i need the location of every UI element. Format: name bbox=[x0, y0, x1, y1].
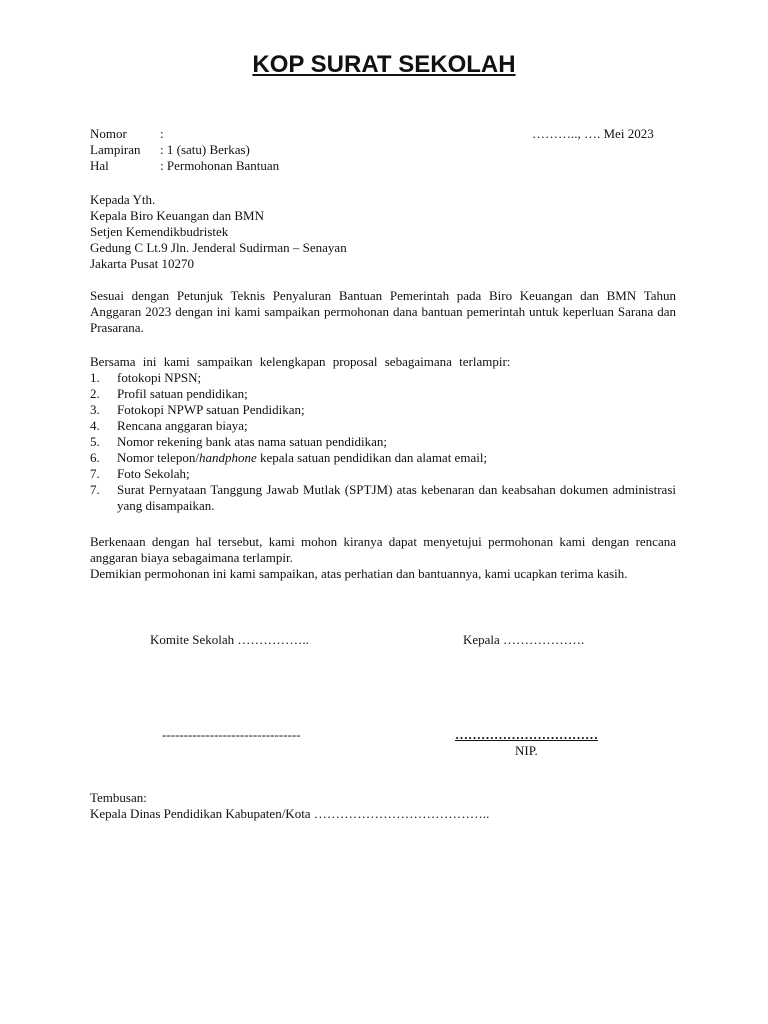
list-item-text: Surat Pernyataan Tanggung Jawab Mutlak (SPTJM) atas kebenaran dan keabsahan dokumen administrasi yang disampaikan. bbox=[117, 482, 676, 513]
address-line: Kepala Biro Keuangan dan BMN bbox=[90, 208, 265, 223]
list-item-text: Profil satuan pendidikan; bbox=[117, 386, 248, 401]
address-line: Gedung C Lt.9 Jln. Jenderal Sudirman – Senayan bbox=[90, 240, 347, 255]
list-item-text-after: kepala satuan pendidikan dan alamat email; bbox=[256, 450, 488, 465]
list-item-number: 1. bbox=[90, 370, 100, 385]
list-item-text: Nomor rekening bank atas nama satuan pendidikan; bbox=[117, 434, 388, 449]
recipient-address bbox=[90, 192, 676, 272]
list-item bbox=[90, 482, 676, 514]
hal-label: Hal bbox=[90, 158, 109, 173]
list-item-number: 4. bbox=[90, 418, 100, 433]
list-item bbox=[90, 418, 676, 434]
tembusan-recipient: Kepala Dinas Pendidikan Kabupaten/Kota ………………………………….. bbox=[90, 806, 490, 821]
opening-paragraph: Sesuai dengan Petunjuk Teknis Penyaluran Bantuan Pemerintah pada Biro Keuangan dan BMN Tahun Anggaran 2023 dengan ini kami sampaikan permohonan dana bantuan pemerintah untuk keperluan Sarana dan Prasarana. bbox=[90, 288, 676, 335]
hal-row bbox=[90, 158, 279, 174]
nomor-row bbox=[90, 126, 164, 142]
address-line: Setjen Kemendikbudristek bbox=[90, 224, 229, 239]
principal-signature-line: …………………………… bbox=[455, 727, 598, 742]
list-item bbox=[90, 434, 676, 450]
list-item-text: fotokopi NPSN; bbox=[117, 370, 202, 385]
list-item-number: 7. bbox=[90, 482, 100, 497]
lampiran-value: : 1 (satu) Berkas) bbox=[160, 142, 250, 157]
nomor-label: Nomor bbox=[90, 126, 127, 141]
hal-value: : Permohonan Bantuan bbox=[160, 158, 280, 173]
list-item bbox=[90, 450, 676, 466]
list-item-number: 6. bbox=[90, 450, 100, 465]
principal-signature-label: Kepala ………………. bbox=[463, 632, 585, 647]
list-item-number: 3. bbox=[90, 402, 100, 417]
list-item bbox=[90, 466, 676, 482]
lampiran-row bbox=[90, 142, 250, 158]
lampiran-label: Lampiran bbox=[90, 142, 141, 157]
list-item-italic-text: handphone bbox=[198, 450, 257, 465]
list-item-text: Rencana anggaran biaya; bbox=[117, 418, 248, 433]
committee-signature-label: Komite Sekolah …………….. bbox=[150, 632, 309, 647]
closing-paragraph: Demikian permohonan ini kami sampaikan, atas perhatian dan bantuannya, kami ucapkan terima kasih. bbox=[90, 566, 628, 581]
list-item-text: Fotokopi NPWP satuan Pendidikan; bbox=[117, 402, 305, 417]
request-paragraph: Berkenaan dengan hal tersebut, kami mohon kiranya dapat menyetujui permohonan kami dengan rencana anggaran biaya sebagaimana terlampir. bbox=[90, 534, 676, 565]
letter-date: ……….., …. Mei 2023 bbox=[532, 126, 654, 141]
list-item-number: 2. bbox=[90, 386, 100, 401]
list-item bbox=[90, 370, 676, 386]
list-item-text-before: Nomor telepon/ bbox=[117, 450, 199, 465]
nomor-value: : bbox=[160, 126, 164, 141]
list-item bbox=[90, 402, 676, 418]
list-item-number: 5. bbox=[90, 434, 100, 449]
list-item-text: Foto Sekolah; bbox=[117, 466, 190, 481]
committee-signature-line: -------------------------------- bbox=[162, 727, 301, 742]
address-line: Kepada Yth. bbox=[90, 192, 156, 207]
address-line: Jakarta Pusat 10270 bbox=[90, 256, 194, 271]
list-intro: Bersama ini kami sampaikan kelengkapan proposal sebagaimana terlampir: bbox=[90, 354, 511, 369]
list-item bbox=[90, 386, 676, 402]
attachment-list bbox=[90, 370, 676, 514]
principal-nip: NIP. bbox=[515, 743, 538, 758]
tembusan-label: Tembusan: bbox=[90, 790, 147, 805]
letterhead-title: KOP SURAT SEKOLAH bbox=[252, 51, 516, 78]
list-item-number: 7. bbox=[90, 466, 100, 481]
